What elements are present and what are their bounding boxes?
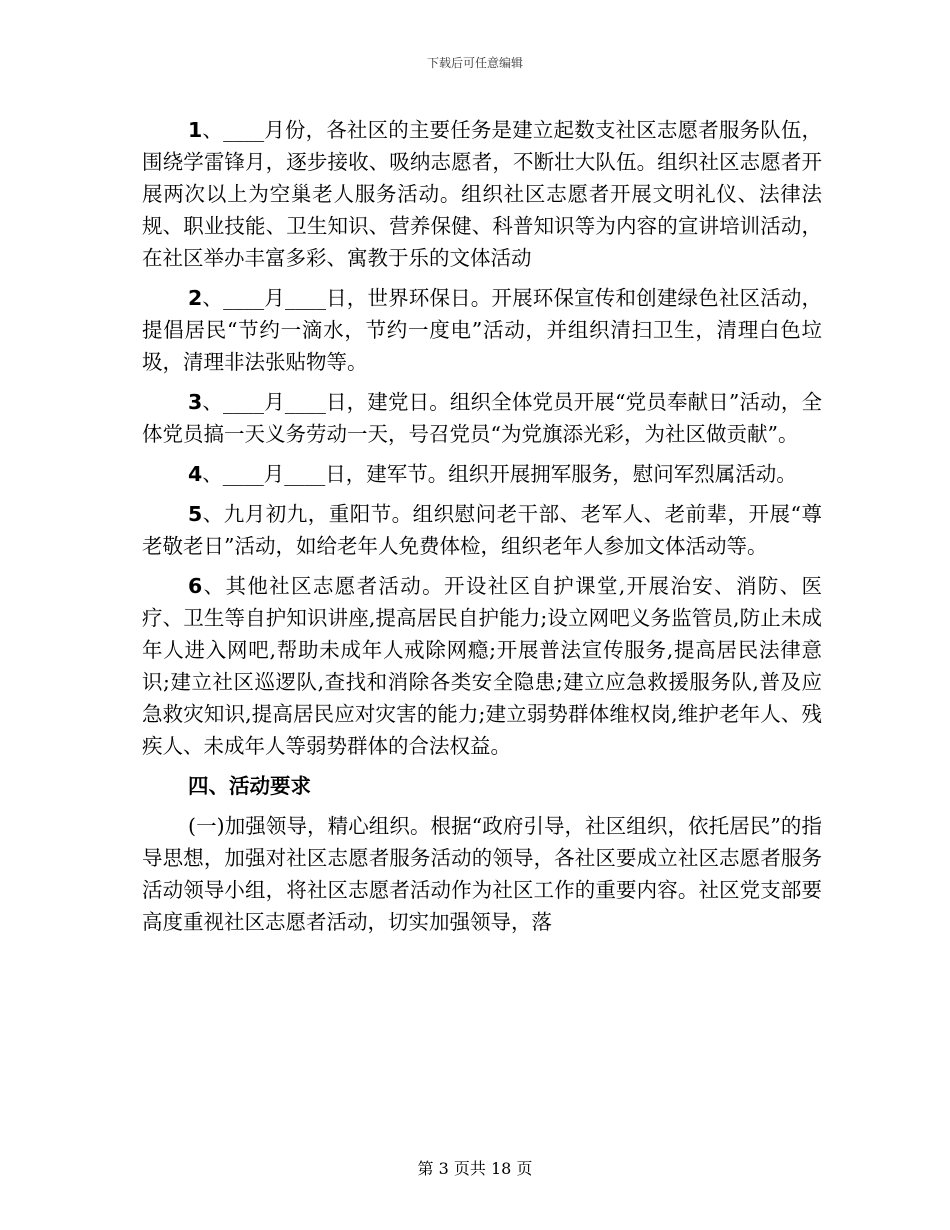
paragraph-text: 、其他社区志愿者活动。开设社区自护课堂,开展治安、消防、医疗、卫生等自护知识讲座,提高居民自护能力;设立网吧义务监管员,防止未成年人进入网吧,帮助未成年人戒除网瘾;开展普法宣传服务,提高居民法律意识;建立社区巡逻队,查找和消除各类安全隐患;建立应急救援服务队,普及应急救灾知识,提高居民应对灾害的能力;建立弱势群体维权岗,维护老年人、残疾人、未成年人等弱势群体的合法权益。 <box>142 574 822 758</box>
item-number: 6 <box>188 574 203 598</box>
paragraph-item-4 <box>142 458 822 490</box>
paragraph-item-6 <box>142 570 822 762</box>
item-number: 2 <box>188 286 203 310</box>
paragraph-text: 、____月____日，建军节。组织开展拥军服务，慰问军烈属活动。 <box>202 462 797 486</box>
paragraph-text: 、____月____日，世界环保日。开展环保宣传和创建绿色社区活动，提倡居民“节约一滴水，节约一度电”活动，并组织清扫卫生，清理白色垃圾，清理非法张贴物等。 <box>142 286 822 374</box>
header-note: 下载后可任意编辑 <box>426 56 523 70</box>
document-body <box>142 114 822 938</box>
paragraph-item-5 <box>142 498 822 562</box>
item-number: 5 <box>188 502 203 526</box>
paragraph-text: 、____月份，各社区的主要任务是建立起数支社区志愿者服务队伍，围绕学雷锋月，逐步接收、吸纳志愿者，不断壮大队伍。组织社区志愿者开展两次以上为空巢老人服务活动。组织社区志愿者开展文明礼仪、法律法规、职业技能、卫生知识、营养保健、科普知识等为内容的宣讲培训活动，在社区举办丰富多彩、寓教于乐的文体活动 <box>142 118 822 270</box>
paragraph-text: 、____月____日，建党日。组织全体党员开展“党员奉献日”活动，全体党员搞一天义务劳动一天，号召党员“为党旗添光彩，为社区做贡献”。 <box>142 390 822 446</box>
paragraph-item-3 <box>142 386 822 450</box>
item-number: 4 <box>188 462 203 486</box>
paragraph-item-2 <box>142 282 822 378</box>
paragraph-requirement-1: (一)加强领导，精心组织。根据“政府引导，社区组织，依托居民”的指导思想，加强对社区志愿者服务活动的领导，各社区要成立社区志愿者服务活动领导小组，将社区志愿者活动作为社区工作的重要内容。社区党支部要高度重视社区志愿者活动，切实加强领导，落 <box>142 814 822 934</box>
page-number: 第 3 页共 18 页 <box>417 1159 533 1178</box>
item-number: 1 <box>188 118 203 142</box>
item-number: 3 <box>188 390 203 414</box>
paragraph-item-1 <box>142 114 822 274</box>
section-heading: 四、活动要求 <box>188 774 311 798</box>
paragraph-text: 、九月初九，重阳节。组织慰问老干部、老军人、老前辈，开展“尊老敬老日”活动，如给老年人免费体检，组织老年人参加文体活动等。 <box>142 502 822 558</box>
